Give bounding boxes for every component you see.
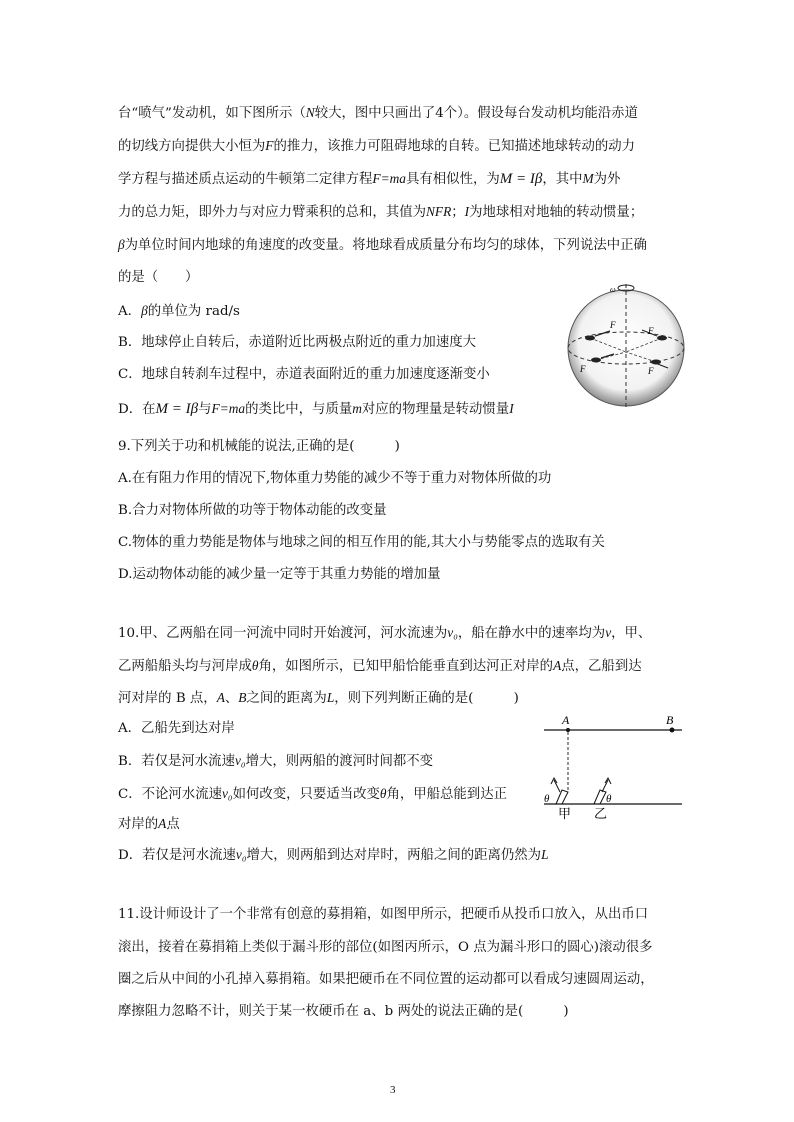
point-a (566, 728, 570, 732)
q9-option-b: B.合力对物体所做的功等于物体动能的改变量 (118, 503, 387, 518)
q11-line-2: 滚出，接着在募捐箱上类似于漏斗形的部位(如图丙所示，O 点为漏斗形口的圆心)滚动很多 (118, 940, 653, 955)
q10-option-d: D．若仅是河水流速v₀增大，则两船到达对岸时，两船之间的距离仍然为L (118, 847, 549, 863)
q10-option-c-cont: 对岸的A点 (118, 816, 180, 832)
q10-line-1: 10.甲、乙两船在同一河流中同时开始渡河，河水流速为v₀，船在静水中的速率均为v，甲、 (118, 625, 652, 641)
theta-label-yi: θ (606, 793, 612, 805)
label-yi: 乙 (594, 806, 608, 821)
force-label-2: F (648, 326, 654, 336)
q8-line-4: 力的总力矩，即外力与对应力臂乘积的总和，其值为NFR；I为地球相对地轴的转动惯量； (118, 204, 644, 220)
page-number: 3 (390, 1084, 396, 1096)
q10-option-c: C．不论河水流速v₀如何改变，只要适当改变θ角，甲船总能到达正 (118, 786, 507, 802)
boat-jia (551, 778, 568, 804)
q8-option-b: B．地球停止自转后，赤道附近比两极点附近的重力加速度大 (118, 335, 476, 350)
river-figure (538, 712, 688, 824)
q9-option-c: C.物体的重力势能是物体与地球之间的相互作用的能,其大小与势能零点的选取有关 (118, 535, 605, 550)
q8-line-5: β为单位时间内地球的角速度的改变量。将地球看成质量分布均匀的球体，下列说法中正确 (118, 237, 647, 253)
earth-figure (560, 276, 690, 416)
q9-stem: 9.下列关于功和机械能的说法,正确的是( ) (118, 439, 400, 454)
label-a: A (562, 713, 570, 727)
q10-option-b: B．若仅是河水流速v₀增大，则两船的渡河时间都不变 (118, 753, 434, 769)
q8-option-d: D．在M = Iβ与F=ma的类比中，与质量m对应的物理量是转动惯量I (118, 401, 514, 417)
q10-option-a: A．乙船先到达对岸 (118, 721, 235, 736)
q9-option-a: A.在有阻力作用的情况下,物体重力势能的减少不等于重力对物体所做的功 (118, 471, 552, 486)
force-label-4: F (648, 366, 654, 376)
q9-option-d: D.运动物体动能的减少量一定等于其重力势能的增加量 (118, 567, 441, 582)
omega-label: ω (610, 285, 616, 294)
label-jia: 甲 (558, 806, 572, 821)
q10-line-2: 乙两船船头均与河岸成θ角，如图所示，已知甲船恰能垂直到达河正对岸的A点，乙船到达 (118, 658, 642, 674)
theta-label-jia: θ (544, 793, 550, 805)
q11-line-4: 摩擦阻力忽略不计，则关于某一枚硬币在 a、b 两处的说法正确的是( ) (118, 1004, 569, 1019)
q11-line-3: 圈之后从中间的小孔掉入募捐箱。如果把硬币在不同位置的运动都可以看成匀速圆周运动， (118, 972, 654, 987)
q8-option-a: A．β的单位为 rad/s (118, 303, 240, 319)
q8-line-2: 的切线方向提供大小恒为F的推力，该推力可阻碍地球的自转。已知描述地球转动的动力 (118, 138, 636, 154)
q8-option-c: C．地球自转刹车过程中，赤道表面附近的重力加速度逐渐变小 (118, 367, 490, 382)
q8-line-3: 学方程与描述质点运动的牛顿第二定律方程F=ma具有相似性，为M = Iβ，其中M为外 (118, 171, 621, 187)
formula-m-i-beta: M = Iβ (499, 171, 543, 187)
q8-line-1: 台“喷气”发动机，如下图所示（N较大，图中只画出了4个）。假设每台发动机均能沿赤道 (118, 105, 638, 121)
force-label-1: F (610, 320, 616, 330)
force-label-3: F (580, 364, 586, 374)
q8-line-6: 的是（ ） (118, 270, 199, 285)
q10-line-3: 河对岸的 B 点，A、B之间的距离为L，则下列判断正确的是( ) (118, 690, 519, 706)
q11-line-1: 11.设计师设计了一个非常有创意的募捐箱，如图甲所示，把硬币从投币口放入，从出币口 (118, 907, 649, 922)
label-b: B (666, 713, 674, 727)
point-b (670, 728, 675, 733)
